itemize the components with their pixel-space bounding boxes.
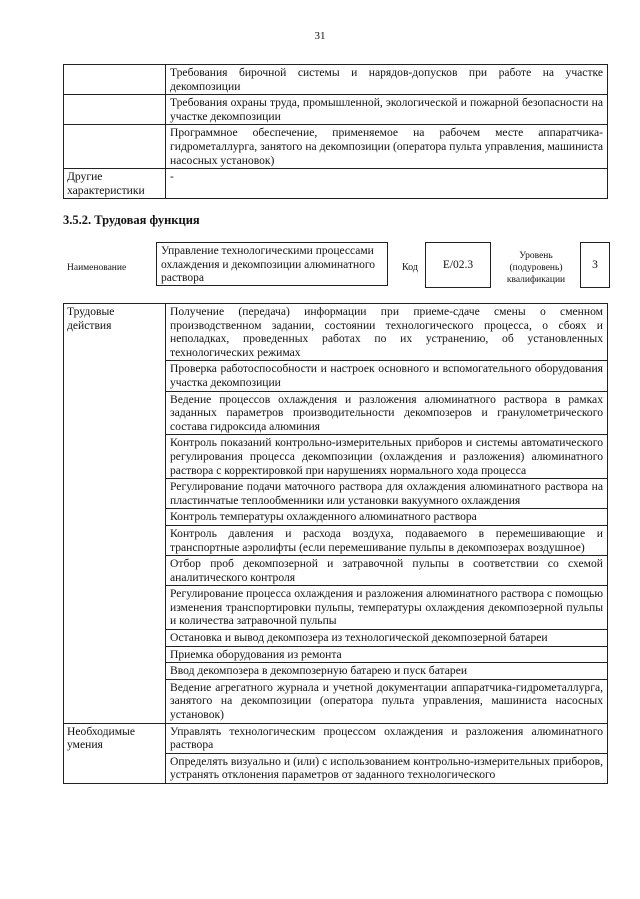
labor-action-item: Ввод декомпозера в декомпозерную батарею и пуск батареи [166,663,608,680]
section-title: 3.5.2. Трудовая функция [63,213,200,227]
code-label: Код [402,262,418,273]
row-label [64,95,166,125]
skill-item: Определять визуально и (или) с использованием контрольно-измерительных приборов, устранять отклонения параметров от заданного технологического [166,753,608,783]
skill-row [64,723,608,753]
top-table-row [64,65,608,95]
top-table-row [64,95,608,125]
skill-label: Необходимые умения [64,723,166,783]
function-code-box: E/02.3 [425,242,491,288]
labor-action-item: Приемка оборудования из ремонта [166,646,608,663]
skill-item: Управлять технологическим процессом охлаждения и разложения алюминатного раствора [166,723,608,753]
top-requirements-table [63,64,608,199]
row-text: Требования бирочной системы и нарядов-допусков при работе на участке декомпозиции [166,65,608,95]
level-value-box: 3 [580,242,610,288]
row-label [64,65,166,95]
labor-action-item: Ведение процессов охлаждения и разложения алюминатного раствора в рамках заданных параметров производительности декомпозеров и гранулометрического состава гидроксида алюминия [166,391,608,435]
labor-action-item: Регулирование процесса охлаждения и разложения алюминатного раствора с помощью изменения транспортировки пульпы, температуры охлаждения декомпозерной пульпы и количества затравочной пульпы [166,586,608,630]
row-text: - [166,169,608,199]
top-table-row [64,169,608,199]
top-table-row [64,125,608,169]
labor-action-item: Регулирование подачи маточного раствора для охлаждения алюминатного раствора на пластинчатые теплообменники или установки вакуумного охлаждения [166,479,608,509]
labor-function-table [63,303,608,784]
name-label: Наименование [67,263,127,273]
labor-action-item: Отбор проб декомпозерной и затравочной пульпы в соответствии со схемой аналитического контроля [166,556,608,586]
labor-action-item: Ведение агрегатного журнала и учетной документации аппаратчика-гидрометаллурга, занятого на декомпозиции (оператора пульта управления, машиниста насосных установок) [166,679,608,723]
labor-action-row [64,304,608,361]
labor-action-item: Остановка и вывод декомпозера из технологической декомпозерной батареи [166,630,608,647]
labor-action-item: Проверка работоспособности и настроек основного и вспомогательного оборудования участка декомпозиции [166,361,608,391]
row-label [64,125,166,169]
labor-action-item: Контроль давления и расхода воздуха, подаваемого в перемешивающие и транспортные аэролифты (если перемешивание пульпы в декомпозерах воздушное) [166,525,608,555]
labor-action-item: Получение (передача) информации при приеме-сдаче смены о сменном производственном задании, состоянии технологического процесса, о сбоях и неполадках, проведенных работах по их устранению, об установленных технологических режимах [166,304,608,361]
labor-action-item: Контроль температуры охлажденного алюминатного раствора [166,509,608,526]
row-text: Требования охраны труда, промышленной, экологической и пожарной безопасности на участке декомпозиции [166,95,608,125]
labor-action-label: Трудовые действия [64,304,166,724]
page-number: 31 [314,30,326,42]
level-label: Уровень (подуровень) квалификации [506,251,566,285]
labor-action-item: Контроль показаний контрольно-измерительных приборов и системы автоматического регулирования процесса декомпозиции (охлаждения и разложения) алюминатного раствора с корректировкой при нарушениях нормального хода процесса [166,435,608,479]
row-label: Другие характеристики [64,169,166,199]
function-name-box: Управление технологическими процессами охлаждения и декомпозиции алюминатного раствора [156,242,388,286]
row-text: Программное обеспечение, применяемое на рабочем месте аппаратчика-гидрометаллурга, занятого на декомпозиции (оператора пульта управления, машиниста насосных установок) [166,125,608,169]
